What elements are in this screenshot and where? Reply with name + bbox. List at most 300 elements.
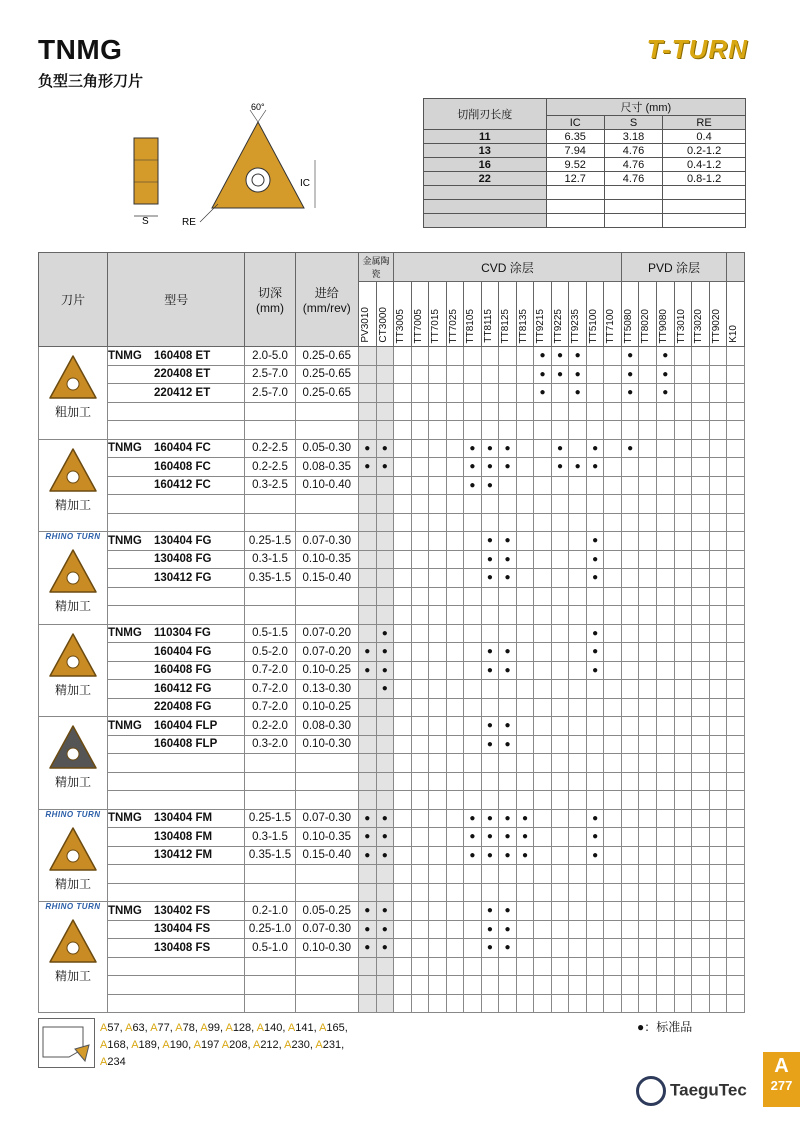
model-cell xyxy=(107,347,245,366)
page-references: A57, A63, A77, A78, A99, A128, A140, A141, A165, A168, A189, A190, A197 A208, A212, A230, A231, A234 xyxy=(100,1022,348,1068)
table-row xyxy=(39,550,745,569)
grade-header xyxy=(569,282,587,347)
depth-cell xyxy=(245,994,295,1013)
col-feed: 进给 (mm/rev) xyxy=(295,253,358,347)
grade-cell xyxy=(692,939,710,958)
grade-cell xyxy=(604,754,622,773)
model-cell xyxy=(107,587,245,606)
standard-mark: ● xyxy=(499,939,517,958)
grade-cell xyxy=(692,624,710,643)
grade-cell xyxy=(446,828,464,847)
grade-cell xyxy=(657,865,675,884)
grade-cell xyxy=(499,754,517,773)
model-cell xyxy=(107,606,245,625)
grade-header xyxy=(464,282,482,347)
grade-cell xyxy=(429,902,447,921)
insert-icon xyxy=(47,547,99,597)
grade-cell xyxy=(674,698,692,717)
grade-cell xyxy=(551,994,569,1013)
grade-cell xyxy=(464,698,482,717)
grade-cell xyxy=(674,902,692,921)
grade-cell xyxy=(604,495,622,514)
grade-cell xyxy=(657,550,675,569)
standard-mark: ● xyxy=(481,717,499,736)
grade-cell xyxy=(569,902,587,921)
model-cell xyxy=(107,883,245,902)
grade-cell xyxy=(639,865,657,884)
standard-mark: ● xyxy=(481,439,499,458)
grade-cell xyxy=(569,920,587,939)
grade-cell xyxy=(446,495,464,514)
grade-cell xyxy=(604,587,622,606)
grade-cell xyxy=(709,476,727,495)
grade-cell xyxy=(551,902,569,921)
standard-mark: ● xyxy=(499,902,517,921)
grade-cell xyxy=(446,384,464,403)
grade-cell xyxy=(429,680,447,699)
grade-cell xyxy=(429,458,447,477)
feed-cell: 0.07-0.30 xyxy=(295,920,358,939)
grade-label: TT7005 xyxy=(412,308,424,343)
grade-cell xyxy=(639,828,657,847)
grade-cell xyxy=(657,976,675,995)
feed-cell: 0.13-0.30 xyxy=(295,680,358,699)
grade-label: TT5100 xyxy=(587,308,599,343)
depth-cell: 0.25-1.0 xyxy=(245,920,295,939)
depth-cell xyxy=(245,421,295,440)
grade-cell xyxy=(692,772,710,791)
standard-mark: ● xyxy=(551,439,569,458)
standard-mark: ● xyxy=(481,809,499,828)
dim-cell-ic: 9.52 xyxy=(546,158,604,172)
grade-cell xyxy=(411,606,429,625)
grade-cell xyxy=(621,994,639,1013)
grade-cell xyxy=(674,791,692,810)
grade-cell xyxy=(394,365,412,384)
grade-cell xyxy=(394,754,412,773)
standard-mark: ● xyxy=(657,347,675,366)
grade-cell xyxy=(376,772,394,791)
grade-cell xyxy=(569,550,587,569)
grade-cell xyxy=(727,976,745,995)
dim-row-empty xyxy=(424,214,746,228)
grade-cell xyxy=(446,643,464,662)
operation-label: 精加工 xyxy=(54,497,91,512)
grade-cell xyxy=(709,846,727,865)
grade-cell xyxy=(727,828,745,847)
grade-cell xyxy=(604,791,622,810)
grade-cell xyxy=(709,643,727,662)
grade-cell xyxy=(674,495,692,514)
model-cell xyxy=(107,994,245,1013)
grade-cell xyxy=(674,957,692,976)
grade-cell xyxy=(604,661,622,680)
brand-logo: T-TURN xyxy=(646,34,748,64)
dim-cell-len: 16 xyxy=(424,158,547,172)
grade-cell xyxy=(586,402,604,421)
grade-cell xyxy=(446,735,464,754)
grade-cell xyxy=(394,772,412,791)
grade-cell xyxy=(551,661,569,680)
grade-cell xyxy=(709,624,727,643)
grade-cell xyxy=(551,883,569,902)
grade-cell xyxy=(411,458,429,477)
depth-cell xyxy=(245,791,295,810)
model-cell xyxy=(107,828,245,847)
grade-cell xyxy=(674,754,692,773)
grade-cell xyxy=(481,513,499,532)
s-label: S xyxy=(142,216,149,227)
grade-cell xyxy=(394,495,412,514)
grade-cell xyxy=(376,957,394,976)
grade-cell xyxy=(376,365,394,384)
grade-cell xyxy=(394,809,412,828)
grade-cell xyxy=(674,569,692,588)
grade-cell xyxy=(657,421,675,440)
grade-cell xyxy=(394,384,412,403)
grade-cell xyxy=(709,550,727,569)
model-cell xyxy=(107,476,245,495)
grade-cell xyxy=(621,957,639,976)
grade-cell xyxy=(499,883,517,902)
grade-cell xyxy=(358,587,376,606)
company-logo xyxy=(636,1076,747,1106)
feed-cell: 0.10-0.30 xyxy=(295,939,358,958)
standard-mark: ● xyxy=(569,458,587,477)
grade-cell xyxy=(657,920,675,939)
standard-mark: ● xyxy=(376,680,394,699)
grade-cell xyxy=(586,680,604,699)
table-row xyxy=(39,532,745,551)
grade-cell xyxy=(692,698,710,717)
grade-cell xyxy=(481,680,499,699)
table-row xyxy=(39,365,745,384)
grade-cell xyxy=(516,384,534,403)
feed-cell: 0.25-0.65 xyxy=(295,365,358,384)
grade-cell xyxy=(394,939,412,958)
grade-cell xyxy=(358,976,376,995)
model-cell xyxy=(107,550,245,569)
grade-cell xyxy=(604,883,622,902)
grade-cell xyxy=(481,976,499,995)
standard-mark: ● xyxy=(358,828,376,847)
feed-cell xyxy=(295,772,358,791)
grade-cell xyxy=(674,513,692,532)
grade-cell xyxy=(621,754,639,773)
model-cell xyxy=(107,717,245,736)
grade-cell xyxy=(551,513,569,532)
grade-cell xyxy=(516,772,534,791)
grade-cell xyxy=(534,476,552,495)
grade-cell xyxy=(394,902,412,921)
grade-cell xyxy=(376,532,394,551)
grade-cell xyxy=(376,421,394,440)
feed-cell: 0.10-0.35 xyxy=(295,828,358,847)
grade-cell xyxy=(446,994,464,1013)
grade-cell xyxy=(411,513,429,532)
dim-cell-s: 4.76 xyxy=(604,158,662,172)
grade-cell xyxy=(674,994,692,1013)
dim-cell-empty xyxy=(663,186,746,200)
model-prefix: TNMG xyxy=(107,719,142,732)
grade-cell xyxy=(639,680,657,699)
grade-header xyxy=(481,282,499,347)
grade-cell xyxy=(692,458,710,477)
standard-mark: ● xyxy=(358,939,376,958)
grade-cell xyxy=(604,920,622,939)
grade-cell xyxy=(464,347,482,366)
grade-cell xyxy=(411,772,429,791)
standard-mark: ● xyxy=(464,439,482,458)
grade-label: TT5080 xyxy=(622,308,634,343)
grade-cell xyxy=(727,495,745,514)
grade-cell xyxy=(674,439,692,458)
grade-cell xyxy=(569,939,587,958)
grade-cell xyxy=(604,902,622,921)
grade-cell xyxy=(376,865,394,884)
grade-cell xyxy=(674,976,692,995)
col-blank xyxy=(727,253,745,282)
grade-cell xyxy=(604,569,622,588)
standard-mark: ● xyxy=(464,809,482,828)
table-row xyxy=(39,846,745,865)
table-row xyxy=(39,939,745,958)
grade-cell xyxy=(411,680,429,699)
grade-cell xyxy=(569,698,587,717)
grade-cell xyxy=(586,865,604,884)
standard-mark: ● xyxy=(481,939,499,958)
grade-cell xyxy=(376,550,394,569)
grade-cell xyxy=(709,439,727,458)
page-subtitle: 负型三角形刀片 xyxy=(38,73,144,90)
grade-cell xyxy=(446,772,464,791)
grade-cell xyxy=(394,606,412,625)
grade-cell xyxy=(551,569,569,588)
grade-cell xyxy=(376,754,394,773)
grade-cell xyxy=(604,347,622,366)
grade-cell xyxy=(692,495,710,514)
table-row xyxy=(39,513,745,532)
grade-cell xyxy=(464,587,482,606)
depth-cell: 0.3-1.5 xyxy=(245,828,295,847)
grade-cell xyxy=(516,920,534,939)
grade-cell xyxy=(516,994,534,1013)
grade-cell xyxy=(394,439,412,458)
standard-mark: ● xyxy=(499,458,517,477)
dim-cell-ic: 7.94 xyxy=(546,144,604,158)
dim-row xyxy=(424,158,746,172)
grade-cell xyxy=(394,976,412,995)
grade-cell xyxy=(621,402,639,421)
grade-cell xyxy=(569,513,587,532)
depth-cell: 0.2-2.0 xyxy=(245,717,295,736)
model-code: 160404 FG xyxy=(153,645,212,658)
grade-cell xyxy=(499,865,517,884)
grade-cell xyxy=(692,735,710,754)
depth-cell xyxy=(245,495,295,514)
feed-cell: 0.07-0.20 xyxy=(295,624,358,643)
model-cell xyxy=(107,513,245,532)
grade-cell xyxy=(411,754,429,773)
grade-cell xyxy=(604,735,622,754)
model-cell xyxy=(107,865,245,884)
grade-cell xyxy=(516,421,534,440)
grade-header xyxy=(674,282,692,347)
grade-cell xyxy=(621,772,639,791)
grade-cell xyxy=(358,569,376,588)
grade-cell xyxy=(464,532,482,551)
grade-cell xyxy=(621,587,639,606)
grade-cell xyxy=(674,735,692,754)
col-model: 型号 xyxy=(107,253,245,347)
grade-cell xyxy=(376,791,394,810)
grade-cell xyxy=(569,957,587,976)
dim-cell-s: 3.18 xyxy=(604,130,662,144)
grade-cell xyxy=(481,957,499,976)
grade-cell xyxy=(657,624,675,643)
grade-cell xyxy=(692,550,710,569)
grade-cell xyxy=(411,939,429,958)
page-title: TNMG xyxy=(38,34,123,65)
grade-cell xyxy=(464,772,482,791)
feed-cell xyxy=(295,865,358,884)
grade-cell xyxy=(621,569,639,588)
grade-cell xyxy=(534,495,552,514)
grade-cell xyxy=(516,476,534,495)
grade-cell xyxy=(534,846,552,865)
dim-cell-empty xyxy=(604,214,662,228)
grade-cell xyxy=(709,828,727,847)
grade-cell xyxy=(639,809,657,828)
depth-cell xyxy=(245,976,295,995)
grade-cell xyxy=(411,735,429,754)
grade-cell xyxy=(621,550,639,569)
grade-cell xyxy=(639,883,657,902)
grade-cell xyxy=(499,606,517,625)
grade-cell xyxy=(692,661,710,680)
grade-cell xyxy=(394,347,412,366)
grade-cell xyxy=(604,828,622,847)
grade-cell xyxy=(692,717,710,736)
company-name: TaeguTec xyxy=(670,1080,747,1100)
standard-mark: ● xyxy=(499,439,517,458)
grade-cell xyxy=(586,587,604,606)
grade-cell xyxy=(727,365,745,384)
standard-mark: ● xyxy=(621,365,639,384)
grade-cell xyxy=(464,754,482,773)
grade-cell xyxy=(516,939,534,958)
model-code: 160404 FC xyxy=(153,442,211,455)
insert-icon xyxy=(47,723,99,773)
model-code: 130408 FM xyxy=(153,830,213,843)
grade-cell xyxy=(394,532,412,551)
grade-cell xyxy=(358,624,376,643)
grade-cell xyxy=(709,513,727,532)
grade-cell xyxy=(692,402,710,421)
grade-cell xyxy=(429,883,447,902)
grade-cell xyxy=(516,550,534,569)
grade-cell xyxy=(639,439,657,458)
grade-cell xyxy=(551,495,569,514)
grade-cell xyxy=(394,587,412,606)
col-depth: 切深 (mm) xyxy=(245,253,295,347)
grade-cell xyxy=(621,883,639,902)
grade-cell xyxy=(429,439,447,458)
standard-mark: ● xyxy=(516,809,534,828)
insert-icon xyxy=(47,917,99,967)
grade-cell xyxy=(429,532,447,551)
standard-mark: ● xyxy=(481,550,499,569)
grade-cell xyxy=(411,476,429,495)
grade-cell xyxy=(534,458,552,477)
grade-cell xyxy=(429,587,447,606)
grade-cell xyxy=(358,476,376,495)
grade-cell xyxy=(411,957,429,976)
grade-cell xyxy=(657,476,675,495)
grade-label: TT8125 xyxy=(500,308,512,343)
grade-cell xyxy=(639,606,657,625)
depth-cell: 0.35-1.5 xyxy=(245,569,295,588)
grade-cell xyxy=(674,846,692,865)
dim-cell-empty xyxy=(546,186,604,200)
grade-cell xyxy=(516,532,534,551)
grade-cell xyxy=(586,791,604,810)
grade-cell xyxy=(569,865,587,884)
model-cell xyxy=(107,846,245,865)
grade-cell xyxy=(674,920,692,939)
grade-cell xyxy=(499,698,517,717)
grade-cell xyxy=(709,920,727,939)
grade-header xyxy=(727,282,745,347)
model-cell xyxy=(107,809,245,828)
grade-label: TT8105 xyxy=(465,308,477,343)
grade-cell xyxy=(692,513,710,532)
table-row xyxy=(39,495,745,514)
grade-cell xyxy=(586,902,604,921)
grade-cell xyxy=(411,883,429,902)
grade-cell xyxy=(429,513,447,532)
grade-cell xyxy=(429,365,447,384)
depth-cell: 0.7-2.0 xyxy=(245,680,295,699)
standard-mark: ● xyxy=(464,846,482,865)
standard-mark: ● xyxy=(534,365,552,384)
grade-cell xyxy=(446,347,464,366)
standard-mark: ● xyxy=(358,902,376,921)
grade-cell xyxy=(604,957,622,976)
feed-cell xyxy=(295,976,358,995)
grade-cell xyxy=(639,846,657,865)
grade-cell xyxy=(534,569,552,588)
grade-cell xyxy=(429,606,447,625)
model-prefix: TNMG xyxy=(107,812,142,825)
grade-cell xyxy=(657,883,675,902)
insert-cell xyxy=(39,624,108,717)
insert-grade-table xyxy=(38,252,745,1013)
grade-cell xyxy=(709,994,727,1013)
rhino-turn-logo: RHINO TURN xyxy=(45,902,101,911)
grade-cell xyxy=(481,365,499,384)
grade-cell xyxy=(709,532,727,551)
grade-cell xyxy=(411,976,429,995)
grade-cell xyxy=(464,606,482,625)
grade-cell xyxy=(727,347,745,366)
grade-cell xyxy=(394,717,412,736)
standard-mark: ● xyxy=(464,828,482,847)
grade-cell xyxy=(551,846,569,865)
grade-cell xyxy=(727,883,745,902)
feed-cell xyxy=(295,587,358,606)
dim-col-s: S xyxy=(604,116,662,130)
